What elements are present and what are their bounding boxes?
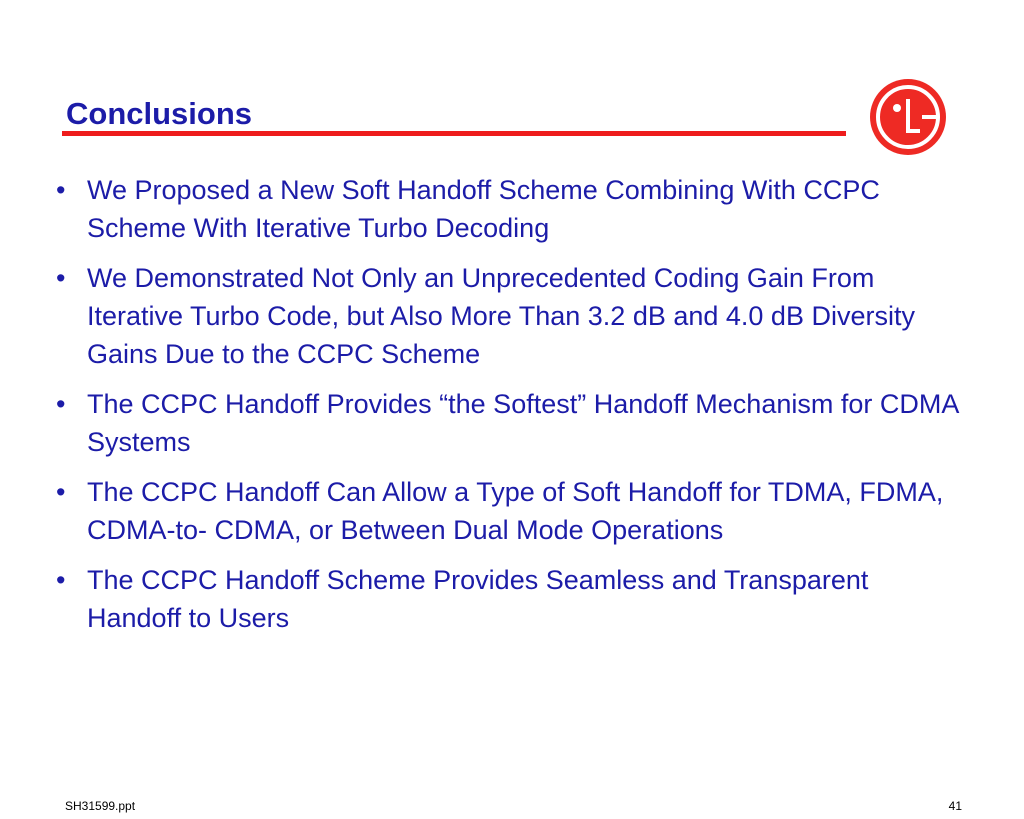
bullet-marker: •: [56, 477, 66, 507]
bullet-text: The CCPC Handoff Provides “the Softest” Handoff Mechanism for CDMA Systems: [87, 389, 958, 457]
title-underline: [62, 131, 846, 136]
bullet-marker: •: [56, 565, 66, 595]
bullet-list: [56, 171, 966, 649]
slide-title: Conclusions: [66, 96, 253, 131]
bullet-item: [56, 385, 966, 461]
footer-filename: SH31599.ppt: [65, 799, 136, 813]
bullet-text: The CCPC Handoff Can Allow a Type of Soft Handoff for TDMA, FDMA, CDMA-to- CDMA, or Between Dual Mode Operations: [87, 477, 944, 545]
bullet-text: We Demonstrated Not Only an Unprecedented Coding Gain From Iterative Turbo Code, but Also More Than 3.2 dB and 4.0 dB Diversity Gains Due to the CCPC Scheme: [87, 263, 915, 369]
bullet-item: [56, 473, 966, 549]
bullet-marker: •: [56, 389, 66, 419]
bullet-item: [56, 171, 966, 247]
bullet-marker: •: [56, 263, 66, 293]
footer-page-number: 41: [948, 799, 962, 813]
bullet-item: [56, 259, 966, 373]
bullet-text: We Proposed a New Soft Handoff Scheme Combining With CCPC Scheme With Iterative Turbo Decoding: [87, 175, 880, 243]
lg-logo-icon: [868, 77, 948, 157]
bullet-item: [56, 561, 966, 637]
bullet-text: The CCPC Handoff Scheme Provides Seamless and Transparent Handoff to Users: [87, 565, 869, 633]
bullet-marker: •: [56, 175, 66, 205]
